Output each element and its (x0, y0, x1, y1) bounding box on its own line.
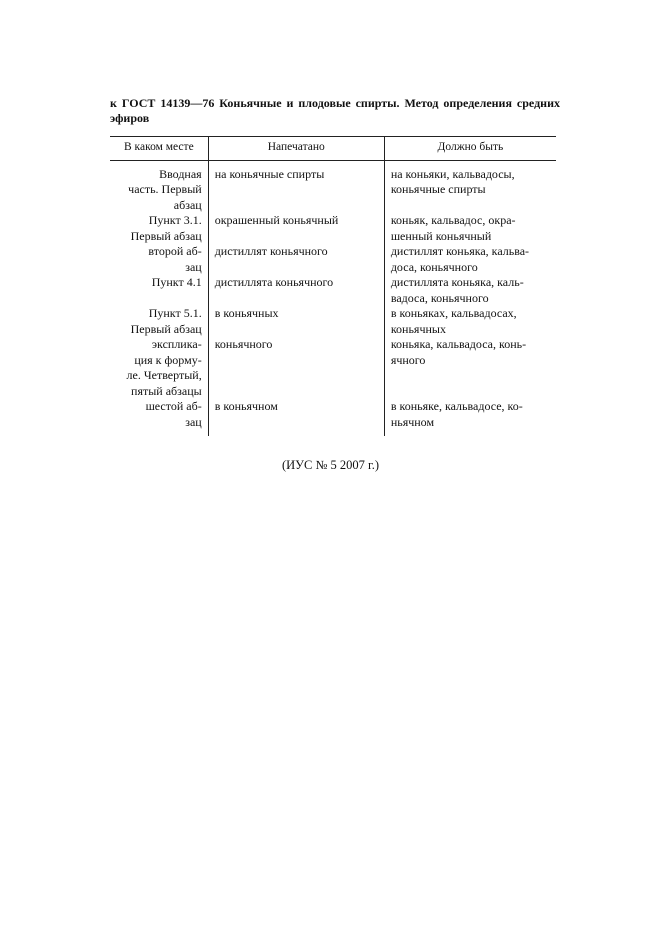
corrections-table (110, 136, 556, 436)
cell-place: второй аб- зац (110, 244, 208, 275)
cell-printed: окрашенный коньячный (208, 213, 384, 244)
column-header-should-be: Должно быть (384, 137, 556, 161)
table-row (110, 160, 556, 213)
cell-place: Пункт 4.1 (110, 275, 208, 306)
table-row (110, 275, 556, 306)
cell-printed: на коньячные спирты (208, 160, 384, 213)
cell-place: Пункт 5.1. Первый абзац (110, 306, 208, 337)
cell-should-be: коньяка, кальвадоса, конь- ячного (390, 337, 527, 367)
table-row (110, 244, 556, 275)
table-header-row (110, 137, 556, 161)
cell-should-be: дистиллят коньяка, кальва- доса, коньячного (390, 244, 530, 274)
document-title: к ГОСТ 14139—76 Коньячные и плодовые спирты. Метод определения средних эфиров (110, 96, 560, 125)
cell-should-be: в коньяке, кальвадосе, ко- ньячном (390, 399, 523, 429)
table-row (110, 337, 556, 399)
cell-should-be: на коньяки, кальвадосы, коньячные спирты (390, 166, 515, 196)
table-row (110, 399, 556, 436)
table-row (110, 306, 556, 337)
column-header-printed: Напечатано (208, 137, 384, 161)
cell-should-be: коньяк, кальвадос, окра- шенный коньячный (390, 213, 516, 243)
cell-printed: коньячного (208, 337, 384, 399)
cell-should-be: дистиллята коньяка, каль- вадоса, коньячного (390, 275, 524, 305)
cell-place: эксплика- ция к форму- ле. Четвертый, пятый абзацы (110, 337, 208, 399)
column-header-place: В каком месте (110, 137, 208, 161)
cell-place: Вводная часть. Первый абзац (110, 160, 208, 213)
cell-printed: дистиллята коньячного (208, 275, 384, 306)
cell-place: шестой аб- зац (110, 399, 208, 436)
cell-printed: в коньячном (208, 399, 384, 436)
cell-printed: в коньячных (208, 306, 384, 337)
source-reference: (ИУС № 5 2007 г.) (281, 458, 380, 472)
table-row (110, 213, 556, 244)
cell-should-be: в коньяках, кальвадосах, коньячных (390, 306, 517, 336)
cell-place: Пункт 3.1. Первый абзац (110, 213, 208, 244)
cell-printed: дистиллят коньячного (208, 244, 384, 275)
